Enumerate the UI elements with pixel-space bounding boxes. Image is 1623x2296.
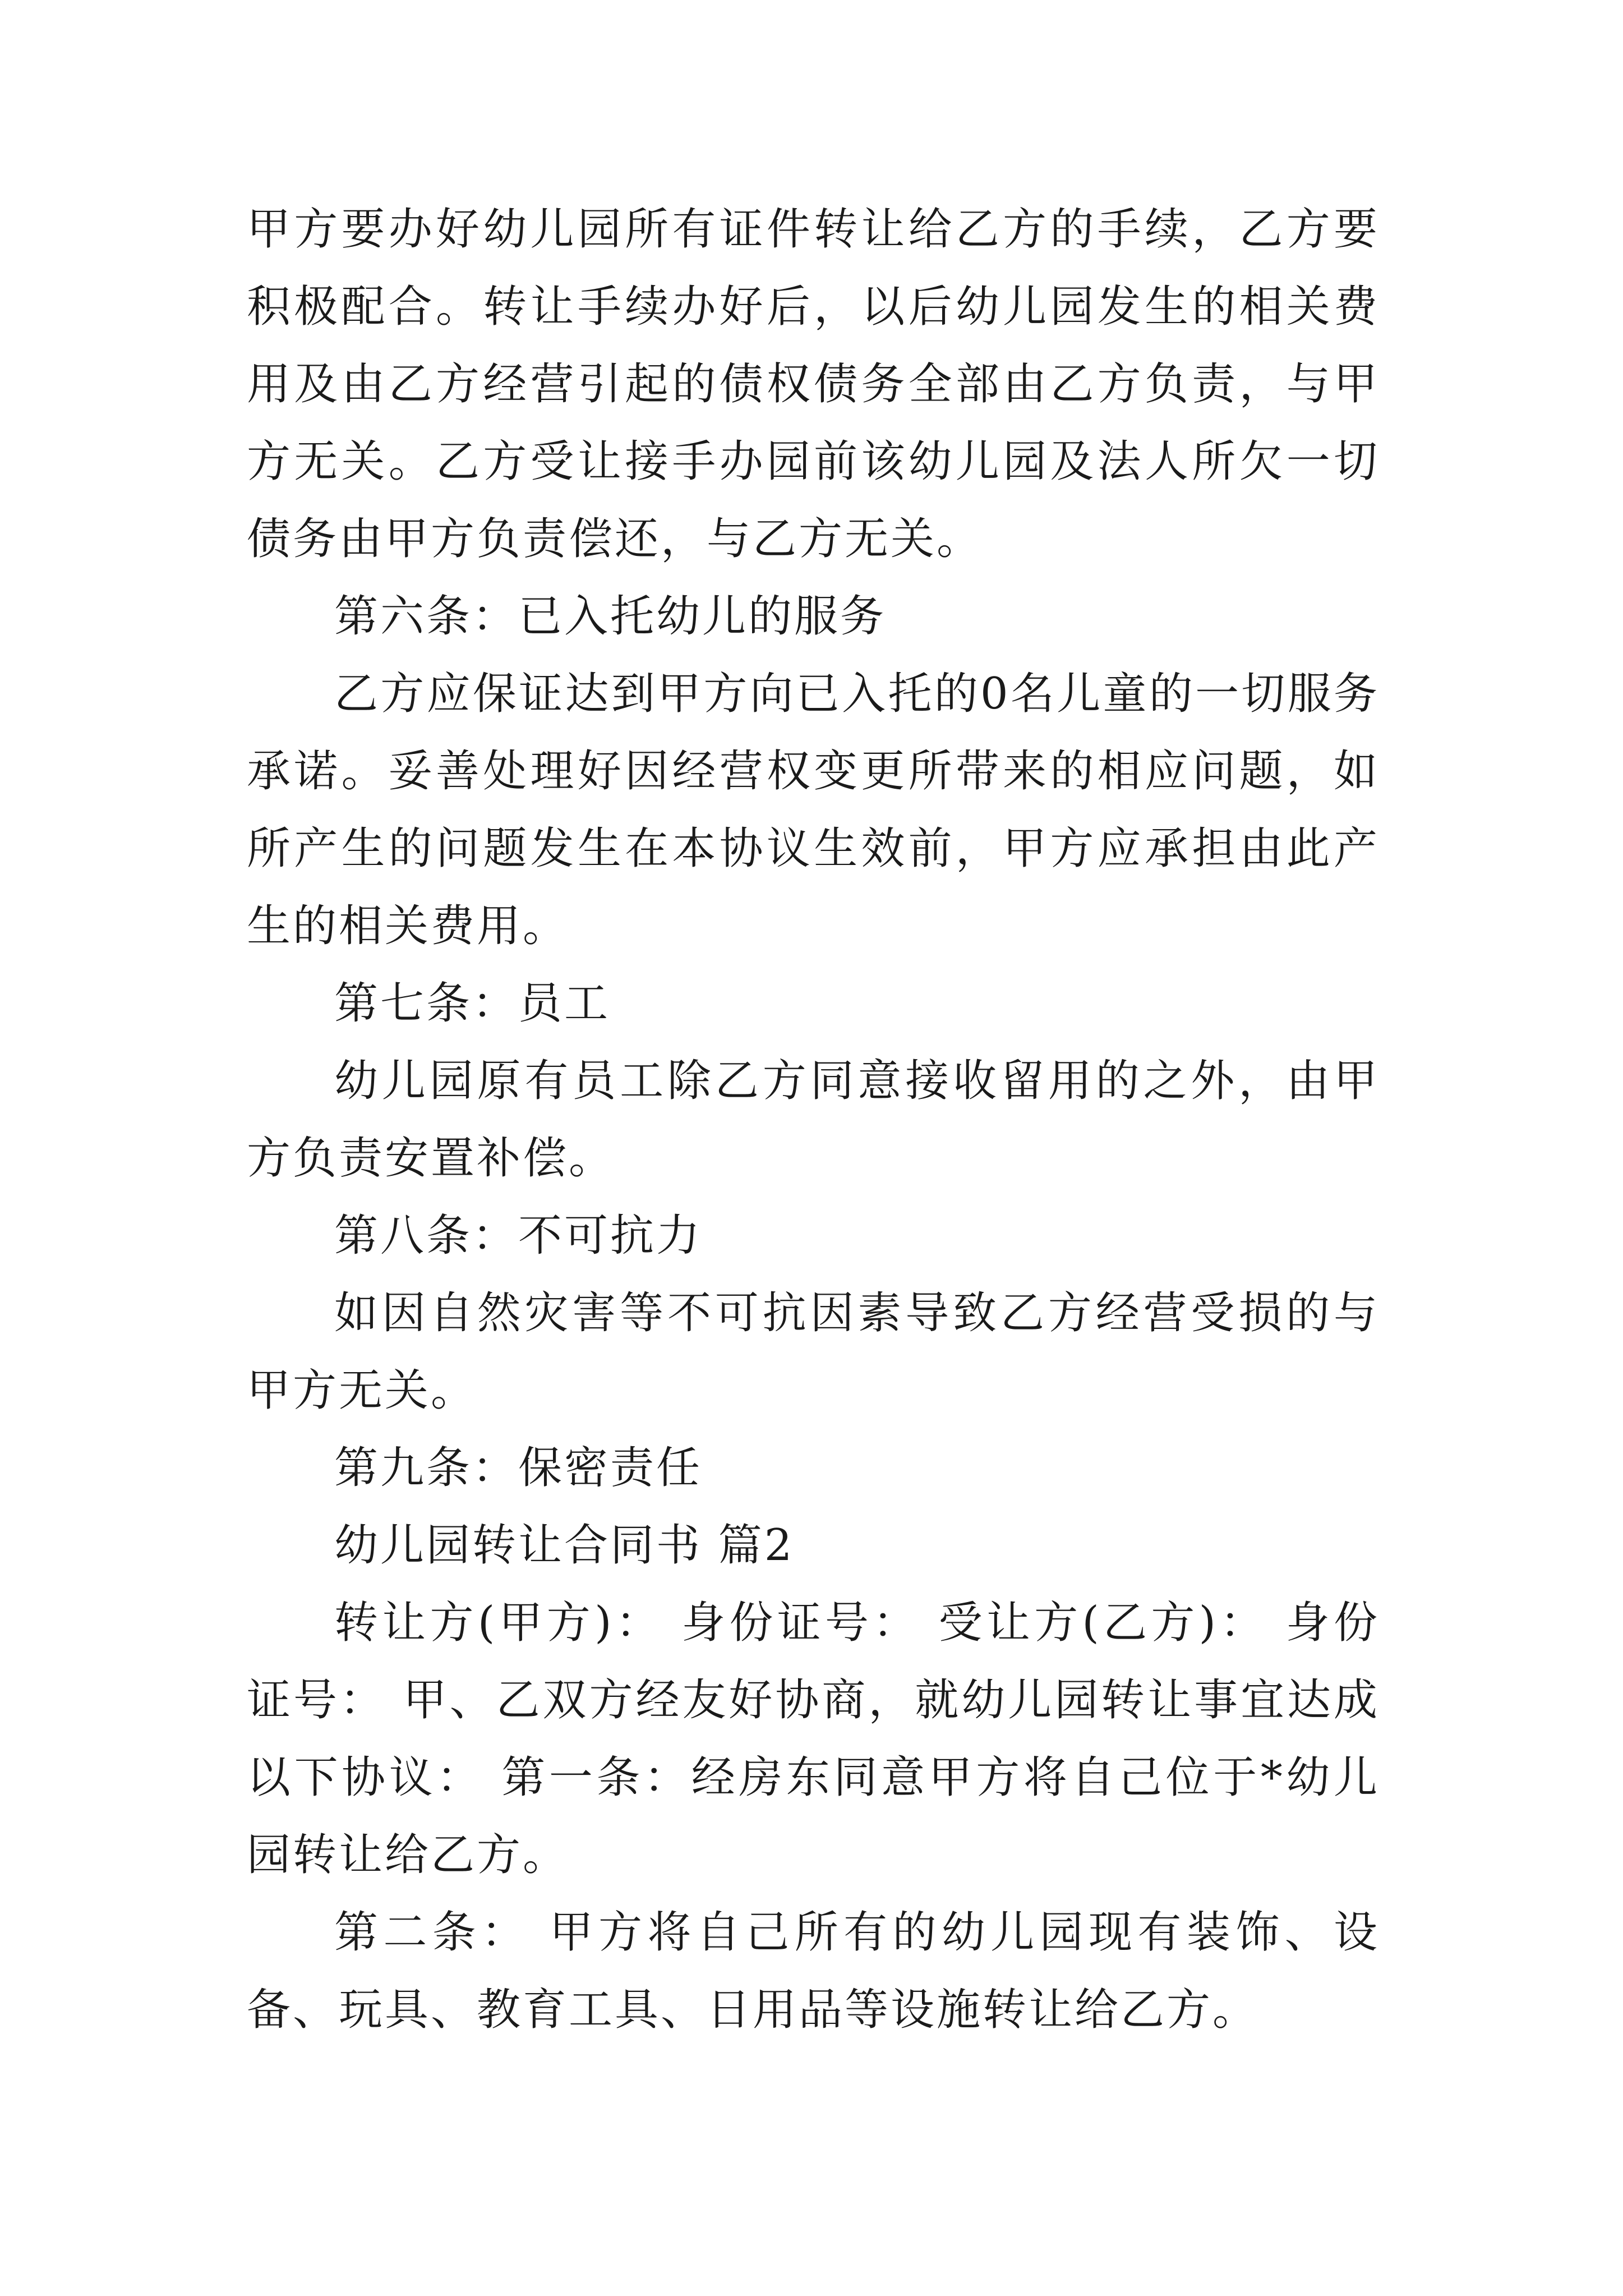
- paragraph-handover-procedures: 甲方要办好幼儿园所有证件转让给乙方的手续，乙方要积极配合。转让手续办好后，以后幼儿园发生的相关费用及由乙方经营引起的债权债务全部由乙方负责，与甲方无关。乙方受让接手办园前该幼儿园及法人所欠一切债务由甲方负责偿还，与乙方无关。: [247, 204, 1380, 564]
- contract-2-title: 幼儿园转让合同书 篇2: [334, 1520, 795, 1571]
- document-body: [247, 191, 1380, 2049]
- contract-2-article-2: 第二条： 甲方将自己所有的幼儿园现有装饰、设备、玩具、教育工具、日用品等设施转让给乙方。: [247, 1907, 1380, 2035]
- article-9-heading: 第九条：保密责任: [334, 1443, 703, 1493]
- article-8-heading: 第八条：不可抗力: [334, 1211, 703, 1261]
- article-6-body: 乙方应保证达到甲方向已入托的0名儿童的一切服务承诺。妥善处理好因经营权变更所带来的相应问题，如所产生的问题发生在本协议生效前，甲方应承担由此产生的相关费用。: [247, 669, 1380, 951]
- article-7-body: 幼儿园原有员工除乙方同意接收留用的之外，由甲方负责安置补偿。: [247, 1056, 1380, 1184]
- article-6-heading: 第六条：已入托幼儿的服务: [334, 591, 887, 642]
- contract-2-parties-and-article-1: 转让方(甲方)： 身份证号： 受让方(乙方)： 身份证号： 甲、乙双方经友好协商，就幼儿园转让事宜达成以下协议： 第一条：经房东同意甲方将自己位于*幼儿园转让给乙方。: [247, 1598, 1380, 1880]
- article-7-heading: 第七条：员工: [334, 978, 611, 1029]
- article-8-body: 如因自然灾害等不可抗因素导致乙方经营受损的与甲方无关。: [247, 1288, 1380, 1416]
